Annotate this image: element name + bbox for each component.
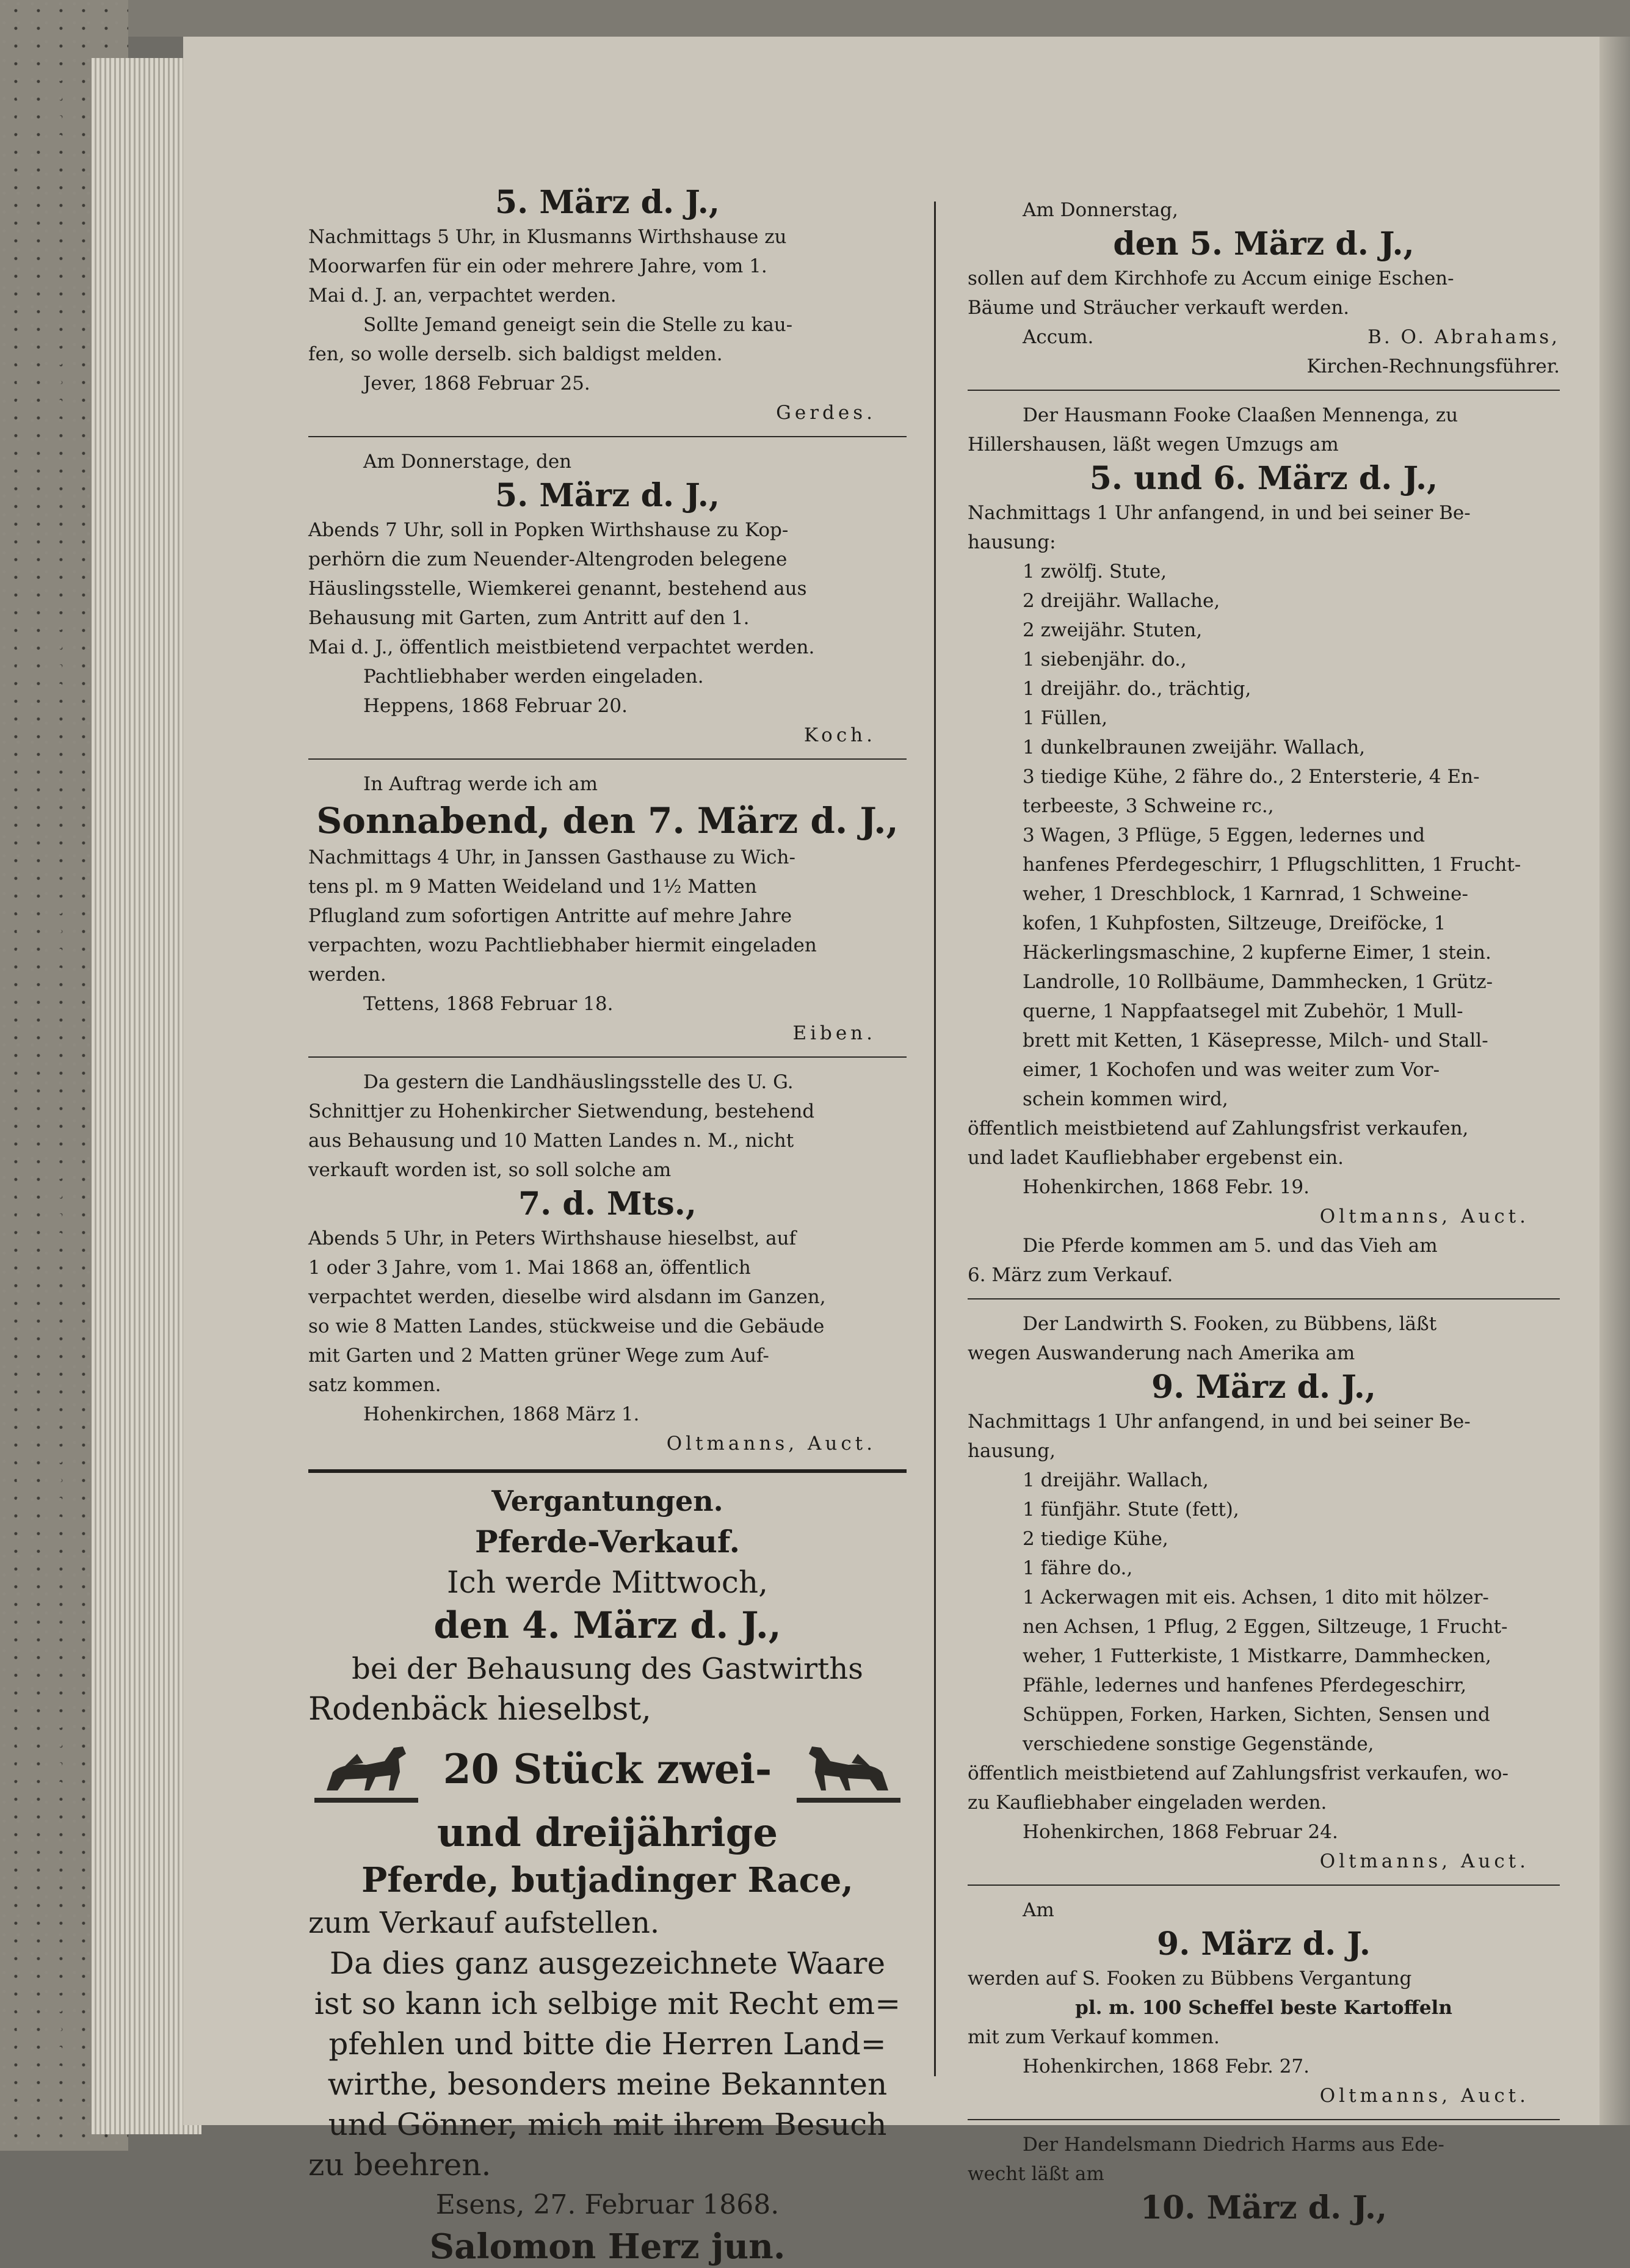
notice-pferde-verkauf — [308, 1522, 907, 2268]
notice-line: Mai d. J. an, verpachtet werden. — [308, 285, 617, 307]
ad-date-heading: den 4. März d. J., — [433, 1604, 781, 1647]
notice-line: 1 oder 3 Jahre, vom 1. Mai 1868 an, öffentlich — [308, 1257, 751, 1279]
notice-line: öffentlich meistbietend auf Zahlungsfrist verkaufen, — [968, 1118, 1469, 1139]
list-item: eimer, 1 Kochofen und was weiter zum Vor- — [1023, 1059, 1440, 1081]
notice-line: Hillershausen, läßt wegen Umzugs am — [968, 434, 1339, 456]
notice-signature-row — [968, 322, 1560, 352]
section-separator — [308, 1469, 907, 1473]
list-item: weher, 1 Dreschblock, 1 Karnrad, 1 Schweine- — [1023, 883, 1468, 905]
list-item: 1 dunkelbraunen zweijähr. Wallach, — [1023, 736, 1366, 758]
list-item: 1 dreijähr. Wallach, — [1023, 1469, 1209, 1491]
list-item: Landrolle, 10 Rollbäume, Dammhecken, 1 Grütz- — [1023, 971, 1493, 993]
notice-line: tens pl. m 9 Matten Weideland und 1½ Matten — [308, 876, 757, 898]
notice-klusmann — [308, 183, 907, 427]
notice-line: Pachtliebhaber werden eingeladen. — [363, 666, 704, 688]
notice-line: wecht läßt am — [968, 2163, 1104, 2185]
list-item: 1 dreijähr. do., trächtig, — [1023, 678, 1251, 700]
notice-line: öffentlich meistbietend auf Zahlungsfrist verkaufen, wo- — [968, 1762, 1509, 1784]
notice-line: Schnittjer zu Hohenkircher Sietwendung, bestehend — [308, 1100, 815, 1122]
notice-separator — [968, 2119, 1560, 2120]
notice-date-heading: 5. März d. J., — [494, 477, 720, 514]
notice-mennenga — [968, 401, 1560, 1290]
notice-role: Kirchen-Rechnungsführer. — [1306, 355, 1560, 377]
list-item: querne, 1 Nappfaatsegel mit Zubehör, 1 Mull- — [1023, 1000, 1463, 1022]
notice-line: hausung, — [968, 1440, 1056, 1462]
notice-place: Accum. — [1023, 326, 1094, 348]
list-item: 2 zweijähr. Stuten, — [1023, 619, 1203, 641]
notice-separator — [968, 1298, 1560, 1299]
list-item: brett mit Ketten, 1 Käsepresse, Milch- und Stall- — [1023, 1030, 1488, 1052]
list-item: kofen, 1 Kuhpfosten, Siltzeuge, Dreiföcke, 1 — [1023, 912, 1446, 934]
list-item: hanfenes Pferdegeschirr, 1 Pflugschlitten, 1 Frucht- — [1023, 854, 1521, 876]
notice-line: aus Behausung und 10 Matten Landes n. M., nicht — [308, 1130, 794, 1152]
notice-line: Der Hausmann Fooke Claaßen Mennenga, zu — [1023, 404, 1458, 426]
notice-line: pl. m. 100 Scheffel beste Kartoffeln — [1075, 1997, 1452, 2019]
list-item: Häckerlingsmaschine, 2 kupferne Eimer, 1 stein. — [1023, 942, 1491, 964]
list-item: 1 siebenjähr. do., — [1023, 649, 1187, 671]
notice-separator — [968, 1885, 1560, 1886]
notice-signature: Oltmanns, Auct. — [1319, 1850, 1529, 1872]
notice-line: Häuslingsstelle, Wiemkerei genannt, bestehend aus — [308, 578, 807, 600]
notice-date-heading: 5. und 6. März d. J., — [1089, 460, 1438, 497]
notice-separator — [308, 436, 907, 437]
notice-signature: Oltmanns, Auct. — [1319, 1205, 1529, 1227]
notice-place-date: Heppens, 1868 Februar 20. — [363, 695, 628, 717]
notice-signature: Oltmanns, Auct. — [666, 1433, 876, 1455]
notice-line: satz kommen. — [308, 1374, 441, 1396]
notice-place-date: Hohenkirchen, 1868 Febr. 27. — [1023, 2055, 1310, 2077]
list-item: Schüppen, Forken, Harken, Sichten, Sensen und — [1023, 1704, 1490, 1726]
list-item: 1 fünfjähr. Stute (fett), — [1023, 1499, 1239, 1521]
notice-line: perhörn die zum Neuender-Altengroden belegene — [308, 548, 788, 570]
notice-separator — [308, 758, 907, 760]
ad-emphasis: Pferde, butjadinger Race, — [361, 1860, 853, 1900]
notice-line: Behausung mit Garten, zum Antritt auf den 1. — [308, 607, 750, 629]
notice-lead: In Auftrag werde ich am — [363, 773, 598, 795]
notice-schnittjer — [308, 1067, 907, 1458]
list-item: 2 dreijähr. Wallache, — [1023, 590, 1220, 612]
ad-place-date: Esens, 27. Februar 1868. — [435, 2189, 780, 2220]
top-shadow — [128, 0, 1630, 37]
notice-line: werden. — [308, 964, 386, 986]
notice-line: Da gestern die Landhäuslingsstelle des U. G. — [363, 1071, 794, 1093]
list-item: 3 tiedige Kühe, 2 fähre do., 2 Entersterie, 4 En- — [1023, 766, 1480, 788]
notice-line: Bäume und Sträucher verkauft werden. — [968, 297, 1350, 319]
notice-separator — [308, 1056, 907, 1058]
notice-line: mit Garten und 2 Matten grüner Wege zum Auf- — [308, 1345, 769, 1367]
page-gutter — [1599, 37, 1630, 2125]
notice-signature: Eiben. — [792, 1022, 876, 1044]
notice-line: Die Pferde kommen am 5. und das Vieh am — [1023, 1235, 1438, 1257]
notice-line: werden auf S. Fooken zu Bübbens Vergantung — [968, 1968, 1412, 1990]
list-item: 1 Füllen, — [1023, 707, 1108, 729]
notice-line: mit zum Verkauf kommen. — [968, 2026, 1220, 2048]
notice-line: Der Handelsmann Diedrich Harms aus Ede- — [1023, 2134, 1444, 2156]
notice-line: Sollte Jemand geneigt sein die Stelle zu kau- — [363, 314, 793, 336]
ad-title: Pferde-Verkauf. — [474, 1524, 741, 1560]
notice-line: Der Landwirth S. Fooken, zu Bübbens, läßt — [1023, 1313, 1437, 1335]
notice-lead: Am — [1023, 1899, 1054, 1921]
list-item: verschiedene sonstige Gegenstände, — [1023, 1733, 1374, 1755]
notice-lead: Am Donnerstag, — [1023, 199, 1178, 221]
notice-signature: Gerdes. — [776, 402, 876, 424]
notice-popken — [308, 447, 907, 750]
list-item: Pfähle, ledernes und hanfenes Pferdegeschirr, — [1023, 1674, 1467, 1696]
notice-date-heading: 7. d. Mts., — [518, 1185, 697, 1223]
notice-janssen — [308, 769, 907, 1048]
list-item: 1 zwölfj. Stute, — [1023, 561, 1167, 583]
notice-line: Nachmittags 1 Uhr anfangend, in und bei seiner Be- — [968, 502, 1471, 524]
notice-line: fen, so wolle derselb. sich baldigst melden. — [308, 343, 723, 365]
list-item: 3 Wagen, 3 Pflüge, 5 Eggen, ledernes und — [1023, 824, 1425, 846]
ad-signature: Salomon Herz jun. — [429, 2226, 786, 2267]
notice-place-date: Hohenkirchen, 1868 Februar 24. — [1023, 1821, 1338, 1843]
ad-emphasis: 20 Stück zwei- — [443, 1745, 772, 1793]
horse-icon — [308, 1729, 424, 1809]
list-item: weher, 1 Futterkiste, 1 Mistkarre, Dammhecken, — [1023, 1645, 1491, 1667]
notice-date-heading: 10. März d. J., — [1140, 2189, 1388, 2226]
horse-icon — [791, 1729, 907, 1809]
notice-line: wegen Auswanderung nach Amerika am — [968, 1342, 1355, 1364]
ad-body-line: Da dies ganz ausgezeichnete Waare — [329, 1946, 886, 1981]
notice-date-heading: Sonnabend, den 7. März d. J., — [316, 800, 899, 841]
ad-line: zum Verkauf aufstellen. — [308, 1906, 660, 1940]
ad-body-line: wirthe, besonders meine Bekannten — [327, 2066, 888, 2102]
notice-line: verkauft worden ist, so soll solche am — [308, 1159, 672, 1181]
list-item: nen Achsen, 1 Pflug, 2 Eggen, Siltzeuge, 1 Frucht- — [1023, 1616, 1508, 1638]
ad-emphasis: und dreijährige — [436, 1810, 778, 1856]
ad-line: Ich werde Mittwoch, — [446, 1565, 768, 1600]
notice-line: hausung: — [968, 531, 1056, 553]
notice-line: Pflugland zum sofortigen Antritte auf mehre Jahre — [308, 905, 792, 927]
notice-place-date: Tettens, 1868 Februar 18. — [363, 993, 614, 1015]
ad-body-line: ist so kann ich selbige mit Recht em= — [314, 1986, 901, 2021]
ad-body-line: und Gönner, mich mit ihrem Besuch — [328, 2107, 887, 2142]
right-column — [968, 195, 1560, 2228]
notice-harms — [968, 2130, 1560, 2228]
notice-date-heading: 9. März d. J., — [1151, 1368, 1376, 1406]
notice-date-heading: den 5. März d. J., — [1113, 225, 1414, 263]
notice-line: 6. März zum Verkauf. — [968, 1264, 1173, 1286]
notice-separator — [968, 390, 1560, 391]
notice-line: Nachmittags 1 Uhr anfangend, in und bei seiner Be- — [968, 1411, 1471, 1433]
notice-lead: Am Donnerstage, den — [363, 451, 572, 473]
notice-accum — [968, 195, 1560, 381]
notice-line: verpachtet werden, dieselbe wird alsdann im Ganzen, — [308, 1286, 826, 1308]
list-item: terbeeste, 3 Schweine rc., — [1023, 795, 1274, 817]
notice-line: verpachten, wozu Pachtliebhaber hiermit eingeladen — [308, 934, 817, 956]
notice-signature: Koch. — [803, 724, 876, 746]
notice-line: so wie 8 Matten Landes, stückweise und die Gebäude — [308, 1315, 825, 1337]
notice-line: Mai d. J., öffentlich meistbietend verpachtet werden. — [308, 636, 815, 658]
notice-line: zu Kaufliebhaber eingeladen werden. — [968, 1792, 1327, 1814]
list-item: 1 fähre do., — [1023, 1557, 1133, 1579]
notice-date-heading: 5. März d. J., — [494, 184, 720, 221]
section-title: Vergantungen. — [491, 1485, 723, 1517]
ad-body-line: zu beehren. — [308, 2147, 491, 2183]
notice-line: Nachmittags 5 Uhr, in Klusmanns Wirthshause zu — [308, 226, 787, 248]
ad-line: Rodenbäck hieselbst, — [308, 1691, 651, 1728]
notice-date-heading: 9. März d. J. — [1157, 1925, 1371, 1963]
notice-signature: Oltmanns, Auct. — [1319, 2085, 1529, 2107]
notice-line: Moorwarfen für ein oder mehrere Jahre, vom 1. — [308, 255, 767, 277]
notice-line: und ladet Kaufliebhaber ergebenst ein. — [968, 1147, 1344, 1169]
ad-body-line: pfehlen und bitte die Herren Land= — [328, 2026, 886, 2062]
list-item: 2 tiedige Kühe, — [1023, 1528, 1168, 1550]
list-item: schein kommen wird, — [1023, 1088, 1228, 1110]
notice-line: sollen auf dem Kirchhofe zu Accum einige Eschen- — [968, 267, 1454, 289]
notice-line: Abends 5 Uhr, in Peters Wirthshause hieselbst, auf — [308, 1227, 797, 1249]
ad-line: bei der Behausung des Gastwirths — [352, 1652, 863, 1686]
column-divider — [934, 202, 936, 2076]
list-item: 1 Ackerwagen mit eis. Achsen, 1 dito mit hölzer- — [1023, 1587, 1489, 1608]
notice-place-date: Hohenkirchen, 1868 Febr. 19. — [1023, 1176, 1310, 1198]
notice-place-date: Jever, 1868 Februar 25. — [363, 373, 590, 394]
notice-line: Abends 7 Uhr, soll in Popken Wirthshause zu Kop- — [308, 519, 789, 541]
horse-banner — [308, 1729, 907, 1809]
notice-place-date: Hohenkirchen, 1868 März 1. — [363, 1403, 640, 1425]
notice-fooken — [968, 1309, 1560, 1876]
notice-signature: B. O. Abrahams, — [1367, 326, 1560, 348]
left-column — [308, 183, 907, 2268]
notice-line: Nachmittags 4 Uhr, in Janssen Gasthause zu Wich- — [308, 846, 795, 868]
notice-kartoffeln — [968, 1895, 1560, 2110]
